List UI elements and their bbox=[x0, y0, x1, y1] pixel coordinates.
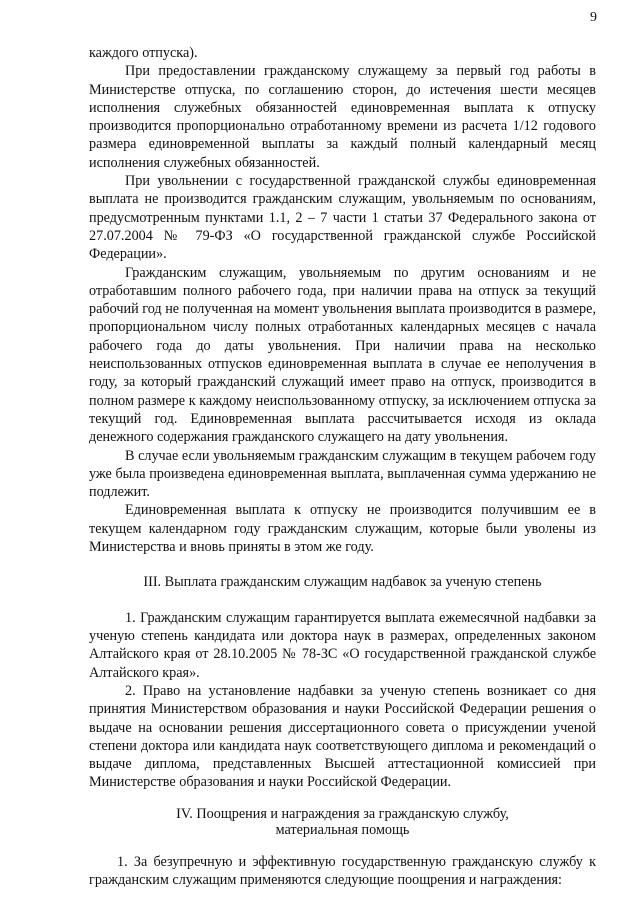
paragraph-degree-allowance: 1. Гражданским служащим гарантируется выплата ежемесячной надбавки за ученую степень кандидата или доктора наук в размерах, определенных законом Алтайского края от 28.10.2005 № 78-ЗС «О государственной гражданской службе Алтайского края». bbox=[89, 609, 596, 681]
paragraph-degree-right: 2. Право на установление надбавки за ученую степень возникает со дня принятия Министерством образования и науки Российской Федерации решения о выдаче на основании решения диссертационного совета о присуждении ученой степени доктора или кандидата наук соответствующего диплома и рекомендаций о выдаче диплома, представленных Высшей аттестационной комиссией при Министерстве образования и науки Российской Федерации. bbox=[89, 683, 596, 791]
section-heading-iv-line2: материальная помощь bbox=[275, 822, 410, 839]
section-heading-iv-line1: IV. Поощрения и награждения за гражданскую службу, bbox=[176, 805, 509, 822]
paragraph-first-year-vacation: При предоставлении гражданскому служащему за первый год работы в Министерстве отпуска, по соглашению сторон, до истечения шести месяцев исполнения служебных обязанностей единовременная выплата к отпуску производится пропорционально отработанному времени из расчета 1/12 годового размера единовременной выплаты за каждый полный календарный месяц исполнения служебных обязанностей. bbox=[89, 63, 596, 171]
paragraph-dismissal-other-grounds: Гражданским служащим, увольняемым по другим основаниям и не отработавшим полного рабочего года, при наличии права на отпуск за текущий рабочий год не полученная на момент увольнения выплата производится в размере, пропорциональном числу полных отработанных календарных месяцев с начала рабочего года до даты увольнения. При наличии права на несколько неиспользованных отпусков единовременная выплата в случае ее неполучения в году, за который гражданский служащий имеет право на отпуск, производится в полном размере к каждому неиспользованному отпуску, за исключением отпуска за текущий год. Единовременная выплата рассчитывается исходя из оклада денежного содержания гражданского служащего на дату увольнения. bbox=[89, 264, 596, 446]
paragraph-already-paid: В случае если увольняемым гражданским служащим в текущем рабочем году уже была произведена единовременная выплата, выплаченная сумма удержанию не подлежит. bbox=[89, 447, 596, 501]
paragraph-dismissal-no-payment: При увольнении с государственной гражданской службы единовременная выплата не производится гражданским служащим, увольняемым по основаниям, предусмотренным пунктами 1.1, 2 – 7 части 1 статьи 37 Федерального закона от 27.07.2004 № 79-ФЗ «О государственной гражданской службе Российской Федерации». bbox=[89, 173, 596, 263]
paragraph-rehired: Единовременная выплата к отпуску не производится получившим ее в текущем календарном году гражданским служащим, которые были уволены из Министерства и вновь приняты в этом же году. bbox=[89, 502, 596, 556]
document-body bbox=[89, 44, 596, 889]
paragraph-continuation: каждого отпуска). bbox=[89, 45, 198, 61]
section-heading-iii: III. Выплата гражданским служащим надбавок за ученую степень bbox=[143, 574, 542, 591]
page-number: 9 bbox=[590, 10, 597, 25]
paragraph-awards: 1. За безупречную и эффективную государственную гражданскую службу к гражданским служащим применяются следующие поощрения и награждения: bbox=[89, 853, 596, 889]
